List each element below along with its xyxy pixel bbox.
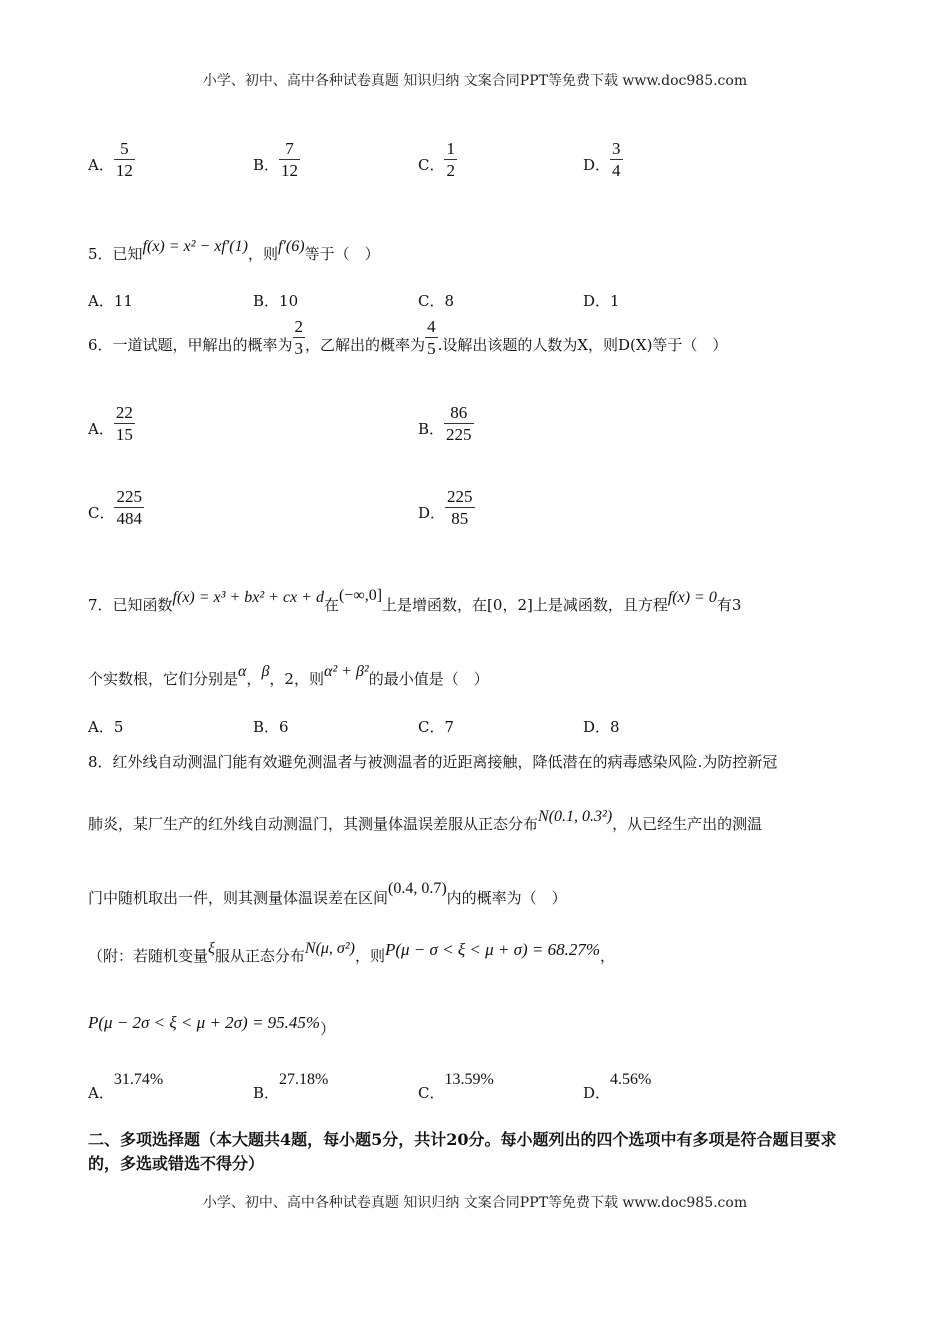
q6-option-b[interactable]: B． $\frac{86}{225}$ bbox=[418, 403, 472, 444]
formula: P(μ − σ < ξ < μ + σ) = 68.27% bbox=[384, 940, 601, 959]
q8-note-line1: （附：若随机变量ξ服从正态分布N(μ, σ²)，则P(μ − σ < ξ < μ + σ) = 68.27%， bbox=[88, 940, 616, 965]
symbol-beta: β bbox=[261, 663, 270, 680]
formula: (0.4, 0.7) bbox=[388, 880, 447, 897]
q8-option-a[interactable]: A．31.74% bbox=[88, 1071, 164, 1102]
fraction: $\frac{225}{85}$ bbox=[447, 487, 473, 528]
formula: f(x) = 0 bbox=[667, 589, 717, 606]
symbol-xi: ξ bbox=[208, 940, 215, 957]
q4-option-a[interactable]: A． $\frac{5}{12}$ bbox=[88, 139, 133, 180]
q4-option-c[interactable]: C． $\frac{1}{2}$ bbox=[418, 139, 455, 180]
formula: f(x) = x³ + bx² + cx + d bbox=[172, 589, 324, 606]
fraction: $\frac{3}{4}$ bbox=[612, 139, 621, 180]
formula: f(x) = x² − xf′(1) bbox=[142, 238, 248, 255]
section-heading: 二、多项选择题（本大题共4题，每小题5分，共计20分。每小题列出的四个选项中有多项是符合题目要求的，多选或错选不得分） bbox=[88, 1130, 837, 1173]
fraction: $\frac{225}{484}$ bbox=[116, 487, 142, 528]
q8-stem-line1: 8．红外线自动测温门能有效避免测温者与被测温者的近距离接触，降低潜在的病毒感染风险.为防控新冠 bbox=[88, 753, 778, 771]
fraction: $\frac{4}{5}$ bbox=[427, 317, 436, 358]
q8-stem-line2: 肺炎，某厂生产的红外线自动测温门，其测量体温误差服从正态分布N(0.1, 0.3²)，从已经生产出的测温 bbox=[88, 808, 763, 833]
q7-option-d[interactable]: D．8 bbox=[583, 718, 620, 736]
page-footer: 小学、初中、高中各种试卷真题 知识归纳 文案合同PPT等免费下载 www.doc985.com bbox=[202, 1195, 748, 1211]
fraction: $\frac{5}{12}$ bbox=[115, 139, 133, 180]
formula: P(μ − 2σ < ξ < μ + 2σ) = 95.45% bbox=[88, 1013, 321, 1032]
q5-option-a[interactable]: A．11 bbox=[88, 292, 133, 310]
formula: N(0.1, 0.3²) bbox=[538, 808, 613, 825]
formula: α² + β² bbox=[323, 663, 369, 680]
fraction: $\frac{22}{15}$ bbox=[115, 403, 133, 444]
fraction: $\frac{1}{2}$ bbox=[446, 139, 455, 180]
q4-option-b[interactable]: B． $\frac{7}{12}$ bbox=[253, 139, 299, 180]
formula: N(μ, σ²) bbox=[304, 940, 355, 957]
q8-stem-line3: 门中随机取出一件，则其测量体温误差在区间(0.4, 0.7)内的概率为（ ） bbox=[88, 880, 567, 907]
q8-note-line2: P(μ − 2σ < ξ < μ + 2σ) = 95.45%） bbox=[88, 1013, 336, 1038]
fraction: $\frac{7}{12}$ bbox=[281, 139, 299, 180]
q6-option-d[interactable]: D． $\frac{225}{85}$ bbox=[418, 487, 473, 528]
q6-stem: 6．一道试题，甲解出的概率为 $\frac{2}{3}$ ，乙解出的概率为 $\frac{4}{5}$ .设解出该题的人数为X，则D(X)等于（ ） bbox=[88, 317, 728, 358]
fraction: $\frac{2}{3}$ bbox=[294, 317, 304, 358]
q8-option-c[interactable]: C．13.59% bbox=[418, 1071, 494, 1102]
q7-stem-line2: 个实数根，它们分别是α，β，2，则α² + β²的最小值是（ ） bbox=[88, 663, 489, 688]
q7-stem-line1: 7．已知函数f(x) = x³ + bx² + cx + d在(−∞,0]上是增函数，在[0，2]上是减函数，且方程f(x) = 0有3 bbox=[88, 587, 742, 614]
formula: (−∞,0] bbox=[338, 587, 383, 604]
q5-option-b[interactable]: B．10 bbox=[253, 292, 299, 310]
q8-option-d[interactable]: D．4.56% bbox=[583, 1071, 652, 1102]
q6-option-a[interactable]: A． $\frac{22}{15}$ bbox=[88, 403, 133, 444]
formula: f′(6) bbox=[277, 238, 305, 255]
q7-option-a[interactable]: A．5 bbox=[88, 718, 124, 736]
q8-option-b[interactable]: B．27.18% bbox=[253, 1071, 329, 1102]
q5-stem: 5．已知f(x) = x² − xf′(1)，则f′(6)等于（ ） bbox=[88, 238, 380, 263]
q7-option-b[interactable]: B．6 bbox=[253, 718, 289, 736]
q4-option-d[interactable]: D． $\frac{3}{4}$ bbox=[583, 139, 621, 180]
q7-option-c[interactable]: C．7 bbox=[418, 718, 455, 736]
fraction: $\frac{86}{225}$ bbox=[446, 403, 472, 444]
page-header: 小学、初中、高中各种试卷真题 知识归纳 文案合同PPT等免费下载 www.doc985.com bbox=[202, 73, 748, 89]
symbol-alpha: α bbox=[238, 663, 247, 680]
q5-option-c[interactable]: C．8 bbox=[418, 292, 455, 310]
q5-option-d[interactable]: D．1 bbox=[583, 292, 620, 310]
q6-option-c[interactable]: C． $\frac{225}{484}$ bbox=[88, 487, 142, 528]
